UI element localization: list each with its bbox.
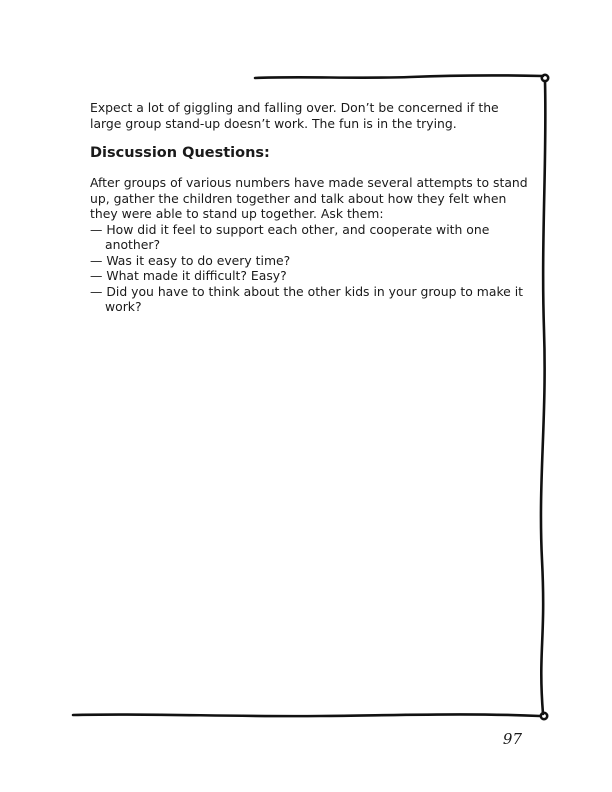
discussion-intro-paragraph: After groups of various numbers have made several attempts to stand up, gather the children together and talk about how they felt when they were able to stand up together. Ask them: — [90, 175, 528, 221]
intro-paragraph: Expect a lot of giggling and falling over. Don’t be concerned if the large group stand-up doesn’t work. The fun is in the trying. — [90, 100, 499, 131]
page-content — [90, 100, 530, 315]
discussion-heading: Discussion Questions: — [90, 145, 270, 161]
page-number: 97 — [502, 730, 522, 748]
right-border-line — [541, 81, 545, 714]
bottom-right-loop — [541, 713, 547, 719]
question-item: — How did it feel to support each other, and cooperate with one another? — [90, 221, 490, 252]
question-item: — What made it difficult? Easy? — [90, 268, 287, 283]
question-list — [90, 222, 530, 315]
bottom-border-line — [73, 714, 540, 716]
question-item: — Did you have to think about the other kids in your group to make it work? — [90, 283, 524, 314]
question-item: — Was it easy to do every time? — [90, 252, 291, 268]
top-border-line — [255, 75, 543, 78]
